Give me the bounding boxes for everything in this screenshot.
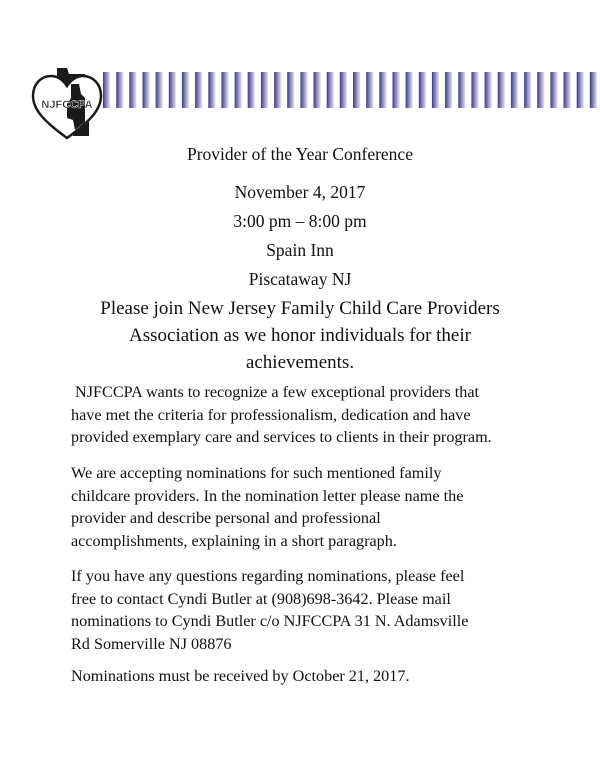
event-details: [0, 178, 600, 294]
decorative-bar: [314, 72, 321, 108]
invitation-line: Please join New Jersey Family Child Care Providers: [100, 298, 500, 319]
njfccpa-logo: [27, 64, 107, 142]
decorative-bar: [406, 72, 413, 108]
decorative-bar: [537, 72, 544, 108]
decorative-bar: [287, 72, 294, 108]
decorative-bar: [103, 72, 110, 108]
decorative-bar: [445, 72, 452, 108]
decorative-bar: [221, 72, 228, 108]
paragraph-line: Nominations must be received by October 21, 2017.: [71, 667, 410, 685]
decorative-bar: [590, 72, 597, 108]
paragraph-line: childcare providers. In the nomination letter please name the: [71, 486, 464, 505]
decorative-bar: [116, 72, 123, 108]
decorative-bar: [169, 72, 176, 108]
decorative-bar: [485, 72, 492, 108]
paragraph-line: If you have any questions regarding nominations, please feel: [71, 567, 465, 585]
decorative-bar: [511, 72, 518, 108]
recognition-paragraph: [71, 381, 541, 449]
logo-text: NJFCCPA: [41, 99, 93, 111]
decorative-bar: [143, 72, 150, 108]
decorative-bar: [577, 72, 584, 108]
decorative-bar: [419, 72, 426, 108]
decorative-bar: [498, 72, 505, 108]
contact-paragraph: [71, 565, 541, 655]
invitation-line: Association as we honor individuals for their: [129, 325, 471, 346]
decorative-bar: [524, 72, 531, 108]
decorative-bar: [182, 72, 189, 108]
event-title: Provider of the Year Conference: [187, 144, 413, 164]
decorative-bar: [471, 72, 478, 108]
paragraph-line: free to contact Cyndi Butler at (908)698-3642. Please mail: [71, 589, 451, 608]
decorative-bar: [195, 72, 202, 108]
nominations-paragraph: [71, 462, 541, 552]
paragraph-line: accomplishments, explaining in a short paragraph.: [71, 531, 397, 550]
event-city: Piscataway NJ: [248, 269, 352, 289]
paragraph-line: have met the criteria for professionalism, dedication and have: [71, 405, 471, 424]
decorative-bar: [353, 72, 360, 108]
event-venue: Spain Inn: [266, 240, 334, 260]
decorative-bar: [564, 72, 571, 108]
decorative-bar: [340, 72, 347, 108]
event-date: November 4, 2017: [234, 182, 366, 202]
decorative-bar: [300, 72, 307, 108]
decorative-bar-strip: [100, 72, 600, 108]
decorative-bar: [208, 72, 215, 108]
decorative-bar: [261, 72, 268, 108]
decorative-bar: [248, 72, 255, 108]
paragraph-line: Rd Somerville NJ 08876: [71, 634, 232, 653]
paragraph-line: nominations to Cyndi Butler c/o NJFCCPA 31 N. Adamsville: [71, 612, 469, 630]
decorative-bar: [327, 72, 334, 108]
decorative-bar: [366, 72, 373, 108]
deadline-paragraph: [71, 665, 541, 688]
decorative-bar: [129, 72, 136, 108]
invitation-text: [80, 295, 520, 376]
decorative-bar: [379, 72, 386, 108]
invitation-line: achievements.: [245, 352, 355, 373]
decorative-bar: [235, 72, 242, 108]
paragraph-line: NJFCCPA wants to recognize a few exceptional providers that: [71, 383, 480, 401]
decorative-bar: [156, 72, 163, 108]
decorative-bar: [432, 72, 439, 108]
event-time: 3:00 pm – 8:00 pm: [233, 211, 367, 231]
paragraph-line: provided exemplary care and services to clients in their program.: [71, 428, 492, 446]
paragraph-line: provider and describe personal and professional: [71, 509, 381, 527]
paragraph-line: We are accepting nominations for such mentioned family: [71, 464, 442, 482]
decorative-bar: [393, 72, 400, 108]
decorative-bar: [458, 72, 465, 108]
decorative-bar: [274, 72, 281, 108]
decorative-bar: [550, 72, 557, 108]
